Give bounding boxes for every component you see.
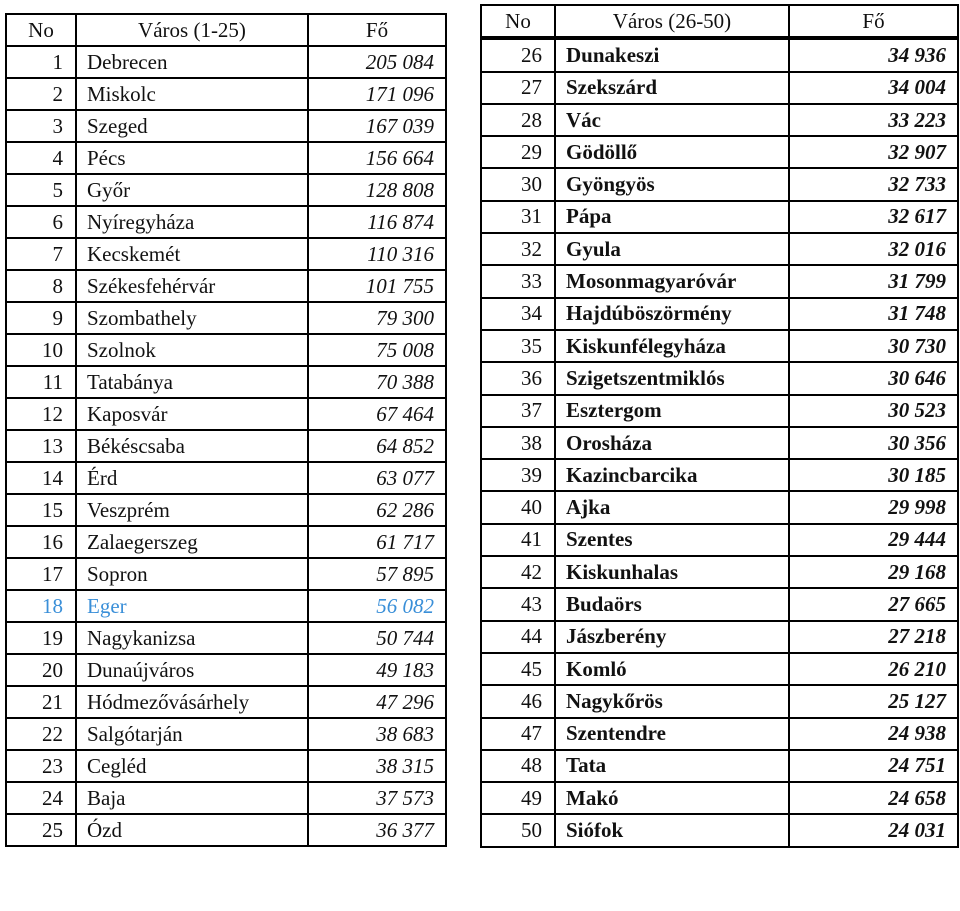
population-value: 34 004 — [789, 72, 958, 104]
population-value: 128 808 — [308, 174, 446, 206]
table-row — [481, 298, 958, 330]
header-city: Város (1-25) — [76, 14, 308, 46]
city-name: Hajdúböszörmény — [555, 298, 789, 330]
table-row — [6, 174, 446, 206]
row-number: 25 — [6, 814, 76, 846]
row-number: 14 — [6, 462, 76, 494]
population-value: 38 315 — [308, 750, 446, 782]
table-row — [481, 782, 958, 814]
row-number: 33 — [481, 265, 555, 297]
city-name: Gödöllő — [555, 136, 789, 168]
city-name: Zalaegerszeg — [76, 526, 308, 558]
population-value: 61 717 — [308, 526, 446, 558]
population-value: 32 907 — [789, 136, 958, 168]
row-number: 50 — [481, 814, 555, 846]
city-name: Sopron — [76, 558, 308, 590]
population-value: 79 300 — [308, 302, 446, 334]
row-number: 21 — [6, 686, 76, 718]
row-number: 37 — [481, 395, 555, 427]
row-number: 1 — [6, 46, 76, 78]
row-number: 8 — [6, 270, 76, 302]
table-row — [6, 782, 446, 814]
row-number: 19 — [6, 622, 76, 654]
row-number: 26 — [481, 38, 555, 71]
city-name: Gyöngyös — [555, 168, 789, 200]
table-row — [481, 685, 958, 717]
city-name: Szekszárd — [555, 72, 789, 104]
row-number: 34 — [481, 298, 555, 330]
table-row — [481, 395, 958, 427]
population-value: 32 733 — [789, 168, 958, 200]
city-name: Ajka — [555, 491, 789, 523]
city-name: Hódmezővásárhely — [76, 686, 308, 718]
population-value: 34 936 — [789, 38, 958, 71]
city-name: Békéscsaba — [76, 430, 308, 462]
table-row — [6, 622, 446, 654]
city-name: Kiskunhalas — [555, 556, 789, 588]
table-row — [6, 398, 446, 430]
population-value: 64 852 — [308, 430, 446, 462]
table-row — [481, 491, 958, 523]
header-no: No — [6, 14, 76, 46]
table-row — [481, 556, 958, 588]
city-name: Salgótarján — [76, 718, 308, 750]
population-value: 32 016 — [789, 233, 958, 265]
population-value: 24 031 — [789, 814, 958, 846]
row-number: 42 — [481, 556, 555, 588]
city-name: Ózd — [76, 814, 308, 846]
header-city: Város (26-50) — [555, 5, 789, 38]
city-name: Kiskunfélegyháza — [555, 330, 789, 362]
header-no: No — [481, 5, 555, 38]
table-row — [481, 168, 958, 200]
table-row — [6, 718, 446, 750]
table-row — [6, 750, 446, 782]
row-number: 41 — [481, 524, 555, 556]
table-row — [6, 558, 446, 590]
city-name: Tatabánya — [76, 366, 308, 398]
population-value: 30 646 — [789, 362, 958, 394]
population-value: 56 082 — [308, 590, 446, 622]
table-header-row — [481, 5, 958, 38]
city-name: Esztergom — [555, 395, 789, 427]
row-number: 22 — [6, 718, 76, 750]
city-table-26-50 — [480, 4, 959, 848]
row-number: 9 — [6, 302, 76, 334]
row-number: 43 — [481, 588, 555, 620]
row-number: 17 — [6, 558, 76, 590]
row-number: 32 — [481, 233, 555, 265]
city-name: Mosonmagyaróvár — [555, 265, 789, 297]
city-name: Szolnok — [76, 334, 308, 366]
population-value: 67 464 — [308, 398, 446, 430]
table-row — [6, 366, 446, 398]
city-name: Nyíregyháza — [76, 206, 308, 238]
population-value: 101 755 — [308, 270, 446, 302]
row-number: 18 — [6, 590, 76, 622]
population-value: 37 573 — [308, 782, 446, 814]
table-row — [481, 750, 958, 782]
population-value: 31 748 — [789, 298, 958, 330]
population-value: 25 127 — [789, 685, 958, 717]
population-value: 32 617 — [789, 201, 958, 233]
row-number: 13 — [6, 430, 76, 462]
population-value: 38 683 — [308, 718, 446, 750]
table-row — [6, 302, 446, 334]
population-value: 70 388 — [308, 366, 446, 398]
city-name: Dunakeszi — [555, 38, 789, 71]
table-row — [481, 459, 958, 491]
city-name: Szombathely — [76, 302, 308, 334]
row-number: 3 — [6, 110, 76, 142]
table-row — [6, 814, 446, 846]
population-value: 49 183 — [308, 654, 446, 686]
table-row — [481, 653, 958, 685]
population-value: 30 730 — [789, 330, 958, 362]
city-name: Makó — [555, 782, 789, 814]
city-name: Szeged — [76, 110, 308, 142]
row-number: 11 — [6, 366, 76, 398]
population-value: 110 316 — [308, 238, 446, 270]
population-value: 50 744 — [308, 622, 446, 654]
city-name: Vác — [555, 104, 789, 136]
header-population: Fő — [308, 14, 446, 46]
population-value: 167 039 — [308, 110, 446, 142]
table-row — [6, 206, 446, 238]
row-number: 16 — [6, 526, 76, 558]
table-body — [481, 38, 958, 846]
population-value: 30 523 — [789, 395, 958, 427]
row-number: 2 — [6, 78, 76, 110]
city-name: Kecskemét — [76, 238, 308, 270]
city-name: Kazincbarcika — [555, 459, 789, 491]
row-number: 46 — [481, 685, 555, 717]
city-name: Kaposvár — [76, 398, 308, 430]
table-row — [6, 526, 446, 558]
city-name: Érd — [76, 462, 308, 494]
population-value: 116 874 — [308, 206, 446, 238]
population-value: 27 665 — [789, 588, 958, 620]
table-row — [481, 38, 958, 71]
row-number: 36 — [481, 362, 555, 394]
population-value: 24 658 — [789, 782, 958, 814]
city-name: Nagykanizsa — [76, 622, 308, 654]
city-name: Gyula — [555, 233, 789, 265]
city-name: Szigetszentmiklós — [555, 362, 789, 394]
population-value: 57 895 — [308, 558, 446, 590]
table-row — [6, 238, 446, 270]
table-row — [481, 718, 958, 750]
population-value: 156 664 — [308, 142, 446, 174]
population-value: 33 223 — [789, 104, 958, 136]
table-row — [481, 330, 958, 362]
city-name: Tata — [555, 750, 789, 782]
city-name: Győr — [76, 174, 308, 206]
table-row — [481, 265, 958, 297]
row-number: 5 — [6, 174, 76, 206]
row-number: 47 — [481, 718, 555, 750]
population-value: 205 084 — [308, 46, 446, 78]
population-value: 171 096 — [308, 78, 446, 110]
population-value: 27 218 — [789, 621, 958, 653]
population-value: 26 210 — [789, 653, 958, 685]
row-number: 12 — [6, 398, 76, 430]
city-name: Siófok — [555, 814, 789, 846]
table-body — [6, 46, 446, 846]
row-number: 38 — [481, 427, 555, 459]
row-number: 49 — [481, 782, 555, 814]
table-row — [6, 494, 446, 526]
population-value: 75 008 — [308, 334, 446, 366]
population-value: 63 077 — [308, 462, 446, 494]
row-number: 44 — [481, 621, 555, 653]
city-name: Nagykőrös — [555, 685, 789, 717]
population-value: 24 938 — [789, 718, 958, 750]
table-row — [6, 142, 446, 174]
row-number: 29 — [481, 136, 555, 168]
city-name: Miskolc — [76, 78, 308, 110]
city-name: Pécs — [76, 142, 308, 174]
table-row — [481, 233, 958, 265]
population-value: 24 751 — [789, 750, 958, 782]
city-table-1-25 — [5, 13, 447, 847]
city-name: Orosháza — [555, 427, 789, 459]
row-number: 6 — [6, 206, 76, 238]
table-row — [6, 78, 446, 110]
row-number: 15 — [6, 494, 76, 526]
city-name: Dunaújváros — [76, 654, 308, 686]
table-header-row — [6, 14, 446, 46]
row-number: 48 — [481, 750, 555, 782]
table-row — [481, 104, 958, 136]
row-number: 20 — [6, 654, 76, 686]
table-row — [6, 686, 446, 718]
table-row — [481, 524, 958, 556]
population-value: 47 296 — [308, 686, 446, 718]
table-row — [6, 270, 446, 302]
table-row — [6, 654, 446, 686]
city-name: Baja — [76, 782, 308, 814]
row-number: 23 — [6, 750, 76, 782]
row-number: 27 — [481, 72, 555, 104]
population-value: 31 799 — [789, 265, 958, 297]
row-number: 28 — [481, 104, 555, 136]
table-row — [6, 46, 446, 78]
row-number: 10 — [6, 334, 76, 366]
population-value: 30 185 — [789, 459, 958, 491]
row-number: 35 — [481, 330, 555, 362]
city-name: Szentendre — [555, 718, 789, 750]
header-population: Fő — [789, 5, 958, 38]
city-name: Pápa — [555, 201, 789, 233]
city-name: Komló — [555, 653, 789, 685]
table-row — [6, 590, 446, 622]
population-value: 29 444 — [789, 524, 958, 556]
population-value: 36 377 — [308, 814, 446, 846]
row-number: 24 — [6, 782, 76, 814]
city-name: Jászberény — [555, 621, 789, 653]
city-name: Debrecen — [76, 46, 308, 78]
population-value: 62 286 — [308, 494, 446, 526]
table-row — [6, 462, 446, 494]
table-row — [6, 110, 446, 142]
row-number: 45 — [481, 653, 555, 685]
city-name: Eger — [76, 590, 308, 622]
city-name: Cegléd — [76, 750, 308, 782]
table-row — [6, 334, 446, 366]
population-value: 30 356 — [789, 427, 958, 459]
table-row — [481, 136, 958, 168]
row-number: 4 — [6, 142, 76, 174]
table-row — [481, 621, 958, 653]
population-value: 29 998 — [789, 491, 958, 523]
population-value: 29 168 — [789, 556, 958, 588]
table-row — [481, 362, 958, 394]
city-name: Budaörs — [555, 588, 789, 620]
table-row — [481, 814, 958, 846]
table-row — [481, 588, 958, 620]
row-number: 31 — [481, 201, 555, 233]
table-row — [481, 201, 958, 233]
city-name: Veszprém — [76, 494, 308, 526]
row-number: 40 — [481, 491, 555, 523]
row-number: 30 — [481, 168, 555, 200]
row-number: 7 — [6, 238, 76, 270]
city-name: Székesfehérvár — [76, 270, 308, 302]
table-row — [481, 427, 958, 459]
city-name: Szentes — [555, 524, 789, 556]
table-row — [481, 72, 958, 104]
table-row — [6, 430, 446, 462]
row-number: 39 — [481, 459, 555, 491]
